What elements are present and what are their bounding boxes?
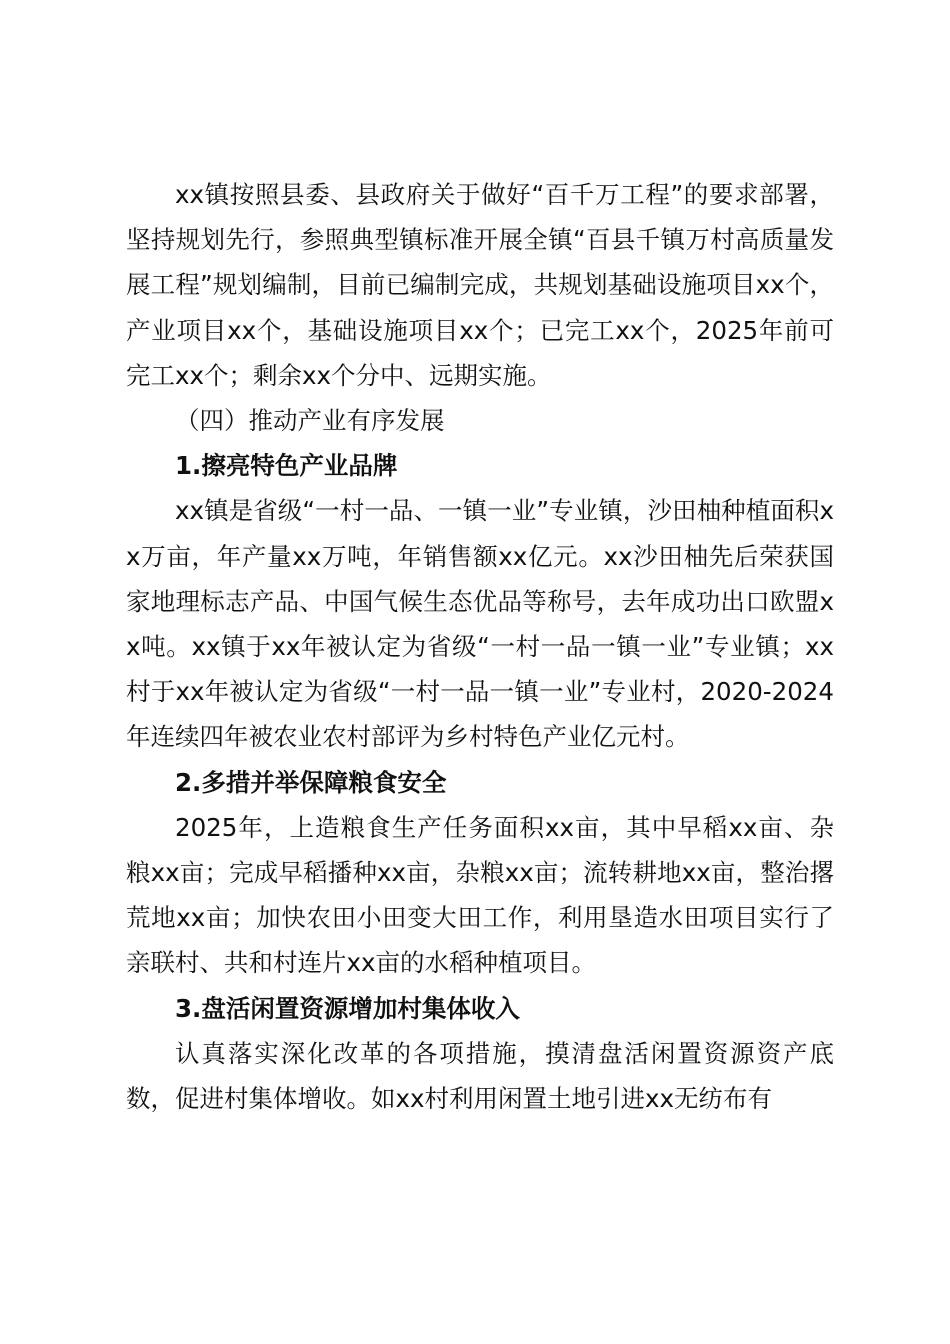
- sub-heading-resources: 3.盘活闲置资源增加村集体收入: [175, 993, 520, 1023]
- section-heading-industry: （四）推动产业有序发展: [175, 406, 445, 436]
- paragraph-grain: 2025年，上造粮食生产任务面积xx亩，其中早稻xx亩、杂粮xx亩；完成早稻播种xx亩，杂粮xx亩；流转耕地xx亩，整治撂荒地xx亩；加快农田小田变大田工作，利用垦造水田项目实行了亲联村、共和村连片xx亩的水稻种植项目。: [126, 812, 834, 978]
- sub-heading-brand: 1.擦亮特色产业品牌: [175, 451, 398, 481]
- sub-heading-grain: 2.多措并举保障粮食安全: [175, 767, 447, 797]
- paragraph-brand: xx镇是省级“一村一品、一镇一业”专业镇，沙田柚种植面积xx万亩，年产量xx万吨，年销售额xx亿元。xx沙田柚先后荣获国家地理标志产品、中国气候生态优品等称号，去年成功出口欧盟xx吨。xx镇于xx年被认定为省级“一村一品一镇一业”专业镇；xx村于xx年被认定为省级“一村一品一镇一业”专业村，2020-2024年连续四年被农业农村部评为乡村特色产业亿元村。: [126, 496, 834, 752]
- paragraph-planning: xx镇按照县委、县政府关于做好“百千万工程”的要求部署，坚持规划先行，参照典型镇标准开展全镇“百县千镇万村高质量发展工程”规划编制，目前已编制完成，共规划基础设施项目xx个，产业项目xx个，基础设施项目xx个；已完工xx个，2025年前可完工xx个；剩余xx个分中、远期实施。: [126, 180, 834, 390]
- paragraph-resources: 认真落实深化改革的各项措施，摸清盘活闲置资源资产底数，促进村集体增收。如xx村利用闲置土地引进xx无纺布有: [126, 1038, 834, 1114]
- document-body: [126, 172, 834, 1121]
